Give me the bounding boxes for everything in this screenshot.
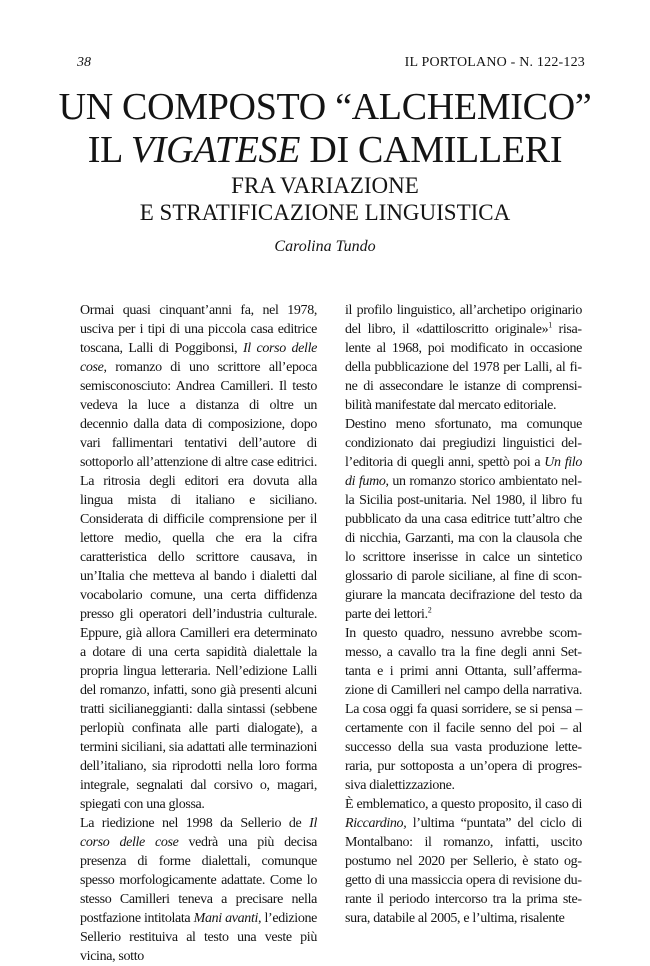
journal-issue: IL PORTOLANO - N. 122-123 — [404, 55, 585, 70]
title-block — [0, 86, 650, 256]
article-title-line-2 — [0, 129, 650, 172]
right-column — [345, 301, 582, 966]
footnote-ref-2[interactable]: 2 — [427, 605, 432, 615]
paragraph: il profilo linguistico, all’archetipo originario del libro, il «dattiloscritto originale»$^1$ risalente al 1968, poi modificato in occasione della pubblicazione del 1978 per Lalli, al fine di assecondare le istanze di comprensibilità manifestate dal mercato editoriale. — [345, 303, 582, 413]
title-italic-word: VIGATESE — [130, 129, 301, 171]
paragraph: È emblematico, a questo proposito, il caso di Riccardino, l’ultima “puntata” del ciclo di Montalbano: il romanzo, infatti, uscito postumo nel 2020 per Sellerio, è stato oggetto di una massiccia opera di revisione durante il periodo intercorso tra la prima stesura, databile al 2005, e l’ultima, risalente — [345, 797, 582, 926]
paragraph: Destino meno sfortunato, ma comunque condizionato dai pregiudizi linguistici dell’editoria di quegli anni, spettò poi a Un filo di fumo, un romanzo storico ambientato nella Sicilia post-unitaria. Nel 1980, il libro fu pubblicato da una casa editrice tutt’altro che di nicchia, Garzanti, ma con la clausola che lo scrittore inserisse in calce un sintetico glossario di parole siciliane, al fine di scongiurare la mancata decifrazione del testo da parte dei lettori.$^2$ — [345, 417, 582, 622]
subtitle-line-2: E STRATIFICAZIONE LINGUISTICA — [139, 200, 511, 225]
page-number: 38 — [77, 55, 91, 70]
title-prefix: IL — [87, 129, 131, 171]
author-name: Carolina Tundo — [274, 238, 376, 255]
paragraph: In questo quadro, nessuno avrebbe scommesso, a cavallo tra la fine degli anni Settanta e i primi anni Ottanta, sull’affermazione di Camilleri nel campo della narrativa. La cosa oggi fa quasi sorridere, se si pensa – certamente con il facile senno del poi – al successo della sua vasta produzione letteraria, pur sottoposta a un’opera di progressiva dialettizzazione. — [345, 626, 582, 793]
footnote-ref-1[interactable]: 1 — [548, 320, 552, 330]
body-columns — [80, 301, 582, 966]
title-suffix: DI CAMILLERI — [300, 129, 563, 171]
subtitle-line-1: FRA VARIAZIONE — [231, 173, 419, 198]
running-header — [77, 55, 585, 71]
paragraph: La riedizione nel 1998 da Sellerio de Il corso delle cose vedrà una più decisa presenza di forme dialettali, comunque spesso morfologicamente adattate. Come lo stesso Camilleri teneva a precisare nella postfazione intitolata Mani avanti, l’edizione Sellerio restituiva al testo una veste più vicina, sotto — [80, 816, 317, 964]
paragraph: Ormai quasi cinquant’anni fa, nel 1978, usciva per i tipi di una piccola casa editrice toscana, Lalli di Poggibonsi, Il corso delle cose, romanzo di uno scrittore all’epoca semisconosciuto: Andrea Camilleri. Il testo vedeva la luce a distanza di oltre un decennio dalla data di composizione, dopo vari fallimentari tentativi dell’autore di sottoporlo all’attenzione di altre case editrici. La ritrosia degli editori era dovuta alla lingua mista di italiano e siciliano. Considerata di difficile comprensione per il lettore medio, quella che era la cifra caratteristica dello scrittore causava, in un’Italia che metteva al bando i dialetti dal vocabolario comune, una certa diffidenza presso gli operatori dell’industria culturale. Eppure, già allora Camilleri era determinato a dotare di una certa sapidità dialettale la propria lingua letteraria. Nell’edizione Lalli del romanzo, infatti, sono già presenti alcuni tratti sicilianeggianti: dalla sintassi (sebbene perlopiù confinata alle parti dialogate), a termini siciliani, sia adattati alle terminazioni dell’italiano, sia riprodotti nella loro forma integrale, segnalati dal corsivo o, magari, spiegati con una glossa. — [80, 303, 317, 812]
article-title-line-1: UN COMPOSTO “ALCHEMICO” — [58, 86, 592, 128]
left-column — [80, 301, 317, 966]
